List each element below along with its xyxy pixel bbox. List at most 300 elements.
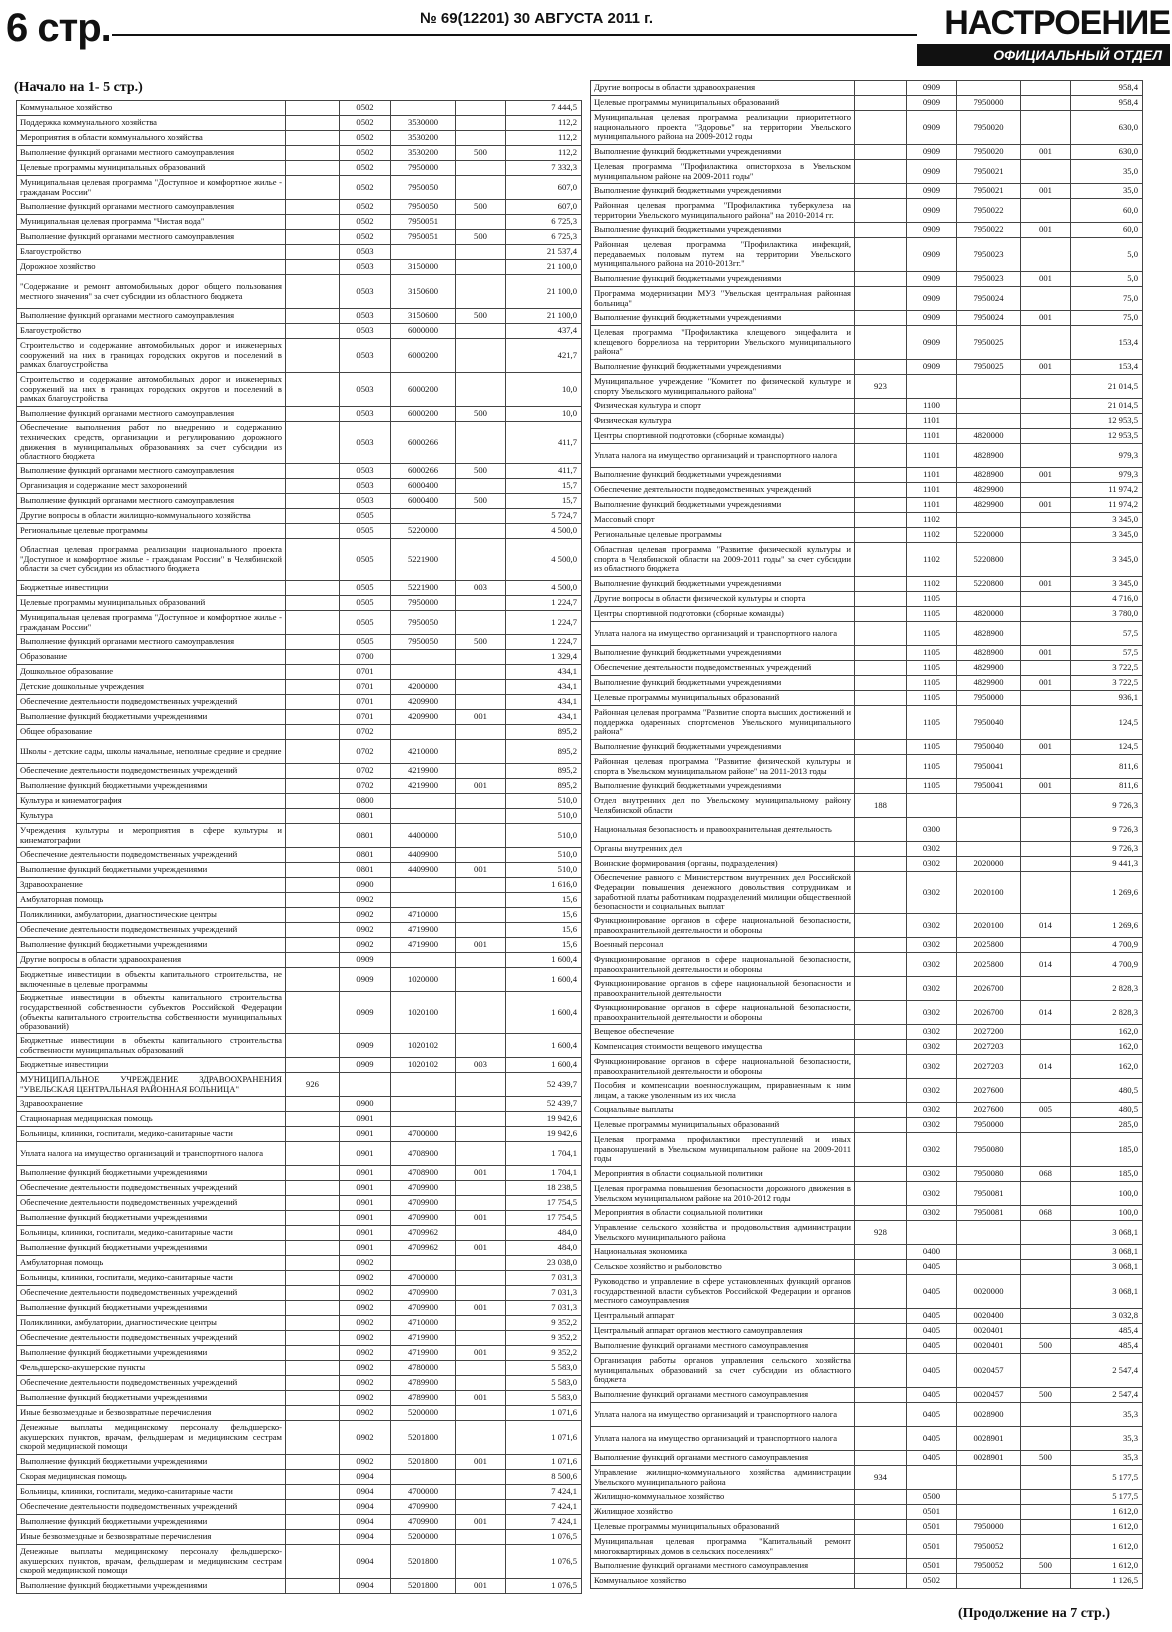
row-amount: 1 126,5 — [1071, 1574, 1143, 1589]
row-article-code: 7950024 — [957, 311, 1021, 326]
table-body — [17, 101, 582, 1594]
row-name: Другие вопросы в области здравоохранения — [591, 81, 855, 96]
row-expense-type: 500 — [456, 146, 506, 161]
table-row — [591, 1354, 1143, 1388]
row-name: Выполнение функций органами местного самоуправления — [591, 1559, 855, 1574]
row-article-code: 4409900 — [391, 863, 456, 878]
row-section-code: 0302 — [907, 842, 957, 857]
row-article-code — [957, 842, 1021, 857]
row-amount: 35,3 — [1071, 1427, 1143, 1451]
row-article-code: 4219900 — [391, 764, 456, 779]
row-expense-type — [456, 650, 506, 665]
row-amount: 17 754,5 — [506, 1196, 582, 1211]
table-row — [17, 1073, 582, 1097]
table-row — [17, 1301, 582, 1316]
row-name: Выполнение функций бюджетными учреждениями — [591, 184, 855, 199]
row-article-code — [957, 399, 1021, 414]
row-article-code: 5201800 — [391, 1421, 456, 1455]
row-article-code: 2020100 — [957, 872, 1021, 914]
row-article-code — [957, 1260, 1021, 1275]
row-amount: 5,0 — [1071, 272, 1143, 287]
row-expense-type — [456, 824, 506, 848]
row-admin-code — [855, 691, 907, 706]
row-admin-code — [286, 725, 340, 740]
row-name: Обеспечение деятельности подведомственных учреждений — [17, 1181, 286, 1196]
row-section-code: 0502 — [340, 230, 391, 245]
row-amount: 3 345,0 — [1071, 577, 1143, 592]
row-expense-type — [1021, 1133, 1071, 1167]
row-amount: 7 031,3 — [506, 1301, 582, 1316]
row-section-code: 0902 — [340, 1286, 391, 1301]
row-article-code: 7950023 — [957, 238, 1021, 272]
row-amount: 7 031,3 — [506, 1271, 582, 1286]
row-name: Выполнение функций органами местного самоуправления — [17, 464, 286, 479]
row-article-code — [957, 81, 1021, 96]
row-name: Больницы, клиники, госпитали, медико-санитарные части — [17, 1271, 286, 1286]
row-section-code: 0405 — [907, 1388, 957, 1403]
row-name: Функционирование органов в сфере национальной безопасности и правоохранительной деятельности — [591, 977, 855, 1001]
row-amount: 10,0 — [506, 373, 582, 407]
row-expense-type — [1021, 1490, 1071, 1505]
row-section-code: 0902 — [340, 1331, 391, 1346]
row-section-code: 0502 — [340, 146, 391, 161]
row-name: Бюджетные инвестиции в объекты капитального строительства государственной собственности субъектов Российской Федерации (объекты капитального строительства собственности муниципальных образований) — [17, 992, 286, 1034]
row-article-code: 0020400 — [957, 1309, 1021, 1324]
row-name: Целевые программы муниципальных образований — [591, 96, 855, 111]
row-section-code: 0901 — [340, 1181, 391, 1196]
row-amount: 510,0 — [506, 794, 582, 809]
row-admin-code — [286, 1530, 340, 1545]
row-expense-type — [1021, 399, 1071, 414]
row-article-code: 4828900 — [957, 622, 1021, 646]
row-amount: 1 612,0 — [1071, 1520, 1143, 1535]
row-admin-code — [286, 1058, 340, 1073]
row-name: Здравоохранение — [17, 878, 286, 893]
row-section-code: 0902 — [340, 1421, 391, 1455]
row-section-code: 0302 — [907, 1133, 957, 1167]
row-name: Выполнение функций органами местного самоуправления — [17, 230, 286, 245]
row-expense-type — [456, 1406, 506, 1421]
row-expense-type — [1021, 1427, 1071, 1451]
row-name: Выполнение функций бюджетными учреждениями — [591, 311, 855, 326]
row-article-code: 7950050 — [391, 176, 456, 200]
row-name: Сельское хозяйство и рыболовство — [591, 1260, 855, 1275]
table-row — [591, 375, 1143, 399]
table-row — [591, 1324, 1143, 1339]
row-section-code: 0909 — [340, 968, 391, 992]
row-amount: 1 269,6 — [1071, 872, 1143, 914]
row-name: Областная целевая программа "Развитие физической культуры и спорта в Челябинской области на 2009-2011 годы" за счет субсидии из областного бюджета — [591, 543, 855, 577]
row-admin-code — [855, 1339, 907, 1354]
row-name: Другие вопросы в области физической культуры и спорта — [591, 592, 855, 607]
table-row — [591, 311, 1143, 326]
newspaper-header — [0, 0, 1172, 80]
row-name: Центры спортивной подготовки (сборные команды) — [591, 607, 855, 622]
row-section-code: 0904 — [340, 1470, 391, 1485]
row-admin-code — [855, 1559, 907, 1574]
row-name: Выполнение функций органами местного самоуправления — [591, 1451, 855, 1466]
row-expense-type: 001 — [1021, 779, 1071, 794]
row-amount: 1 329,4 — [506, 650, 582, 665]
row-article-code: 4780000 — [391, 1361, 456, 1376]
row-article-code: 5220800 — [957, 543, 1021, 577]
row-section-code: 0700 — [340, 650, 391, 665]
row-amount: 5 583,0 — [506, 1361, 582, 1376]
row-admin-code — [855, 1354, 907, 1388]
row-article-code: 6000200 — [391, 407, 456, 422]
table-row — [17, 230, 582, 245]
row-section-code: 0503 — [340, 245, 391, 260]
row-amount: 3 068,1 — [1071, 1245, 1143, 1260]
row-amount: 4 500,0 — [506, 581, 582, 596]
row-amount: 979,3 — [1071, 468, 1143, 483]
row-article-code: 7950000 — [957, 1118, 1021, 1133]
row-section-code: 0909 — [907, 96, 957, 111]
row-admin-code — [855, 706, 907, 740]
table-row — [591, 1245, 1143, 1260]
row-section-code: 0302 — [907, 1040, 957, 1055]
row-name: Благоустройство — [17, 245, 286, 260]
table-row — [17, 1530, 582, 1545]
row-expense-type — [456, 339, 506, 373]
row-section-code: 0400 — [907, 1245, 957, 1260]
row-section-code: 1102 — [907, 513, 957, 528]
row-article-code: 7950025 — [957, 326, 1021, 360]
row-article-code: 7950050 — [391, 611, 456, 635]
row-name: Руководство и управление в сфере установленных функций органов государственной власти субъектов Российской Федерации и органов местного самоуправления — [591, 1275, 855, 1309]
row-expense-type: 001 — [1021, 646, 1071, 661]
table-row — [17, 1455, 582, 1470]
table-row — [591, 1309, 1143, 1324]
row-admin-code — [286, 1316, 340, 1331]
row-expense-type — [456, 539, 506, 581]
row-expense-type — [1021, 691, 1071, 706]
row-section-code: 0902 — [340, 1455, 391, 1470]
row-name: Коммунальное хозяйство — [17, 101, 286, 116]
row-article-code — [957, 794, 1021, 818]
row-section-code: 1105 — [907, 706, 957, 740]
row-admin-code — [855, 914, 907, 938]
row-section-code: 0909 — [907, 238, 957, 272]
row-name: Выполнение функций бюджетными учреждениями — [17, 938, 286, 953]
row-section-code: 1100 — [907, 399, 957, 414]
row-name: Выполнение функций бюджетными учреждениями — [17, 863, 286, 878]
table-row — [591, 429, 1143, 444]
row-article-code: 7950050 — [391, 635, 456, 650]
row-name: Муниципальная целевая программа "Чистая вода" — [17, 215, 286, 230]
row-article-code: 4709900 — [391, 1196, 456, 1211]
row-name: Функционирование органов в сфере национальной безопасности, правоохранительной деятельности и обороны — [591, 1055, 855, 1079]
row-section-code: 0901 — [340, 1112, 391, 1127]
table-row — [591, 483, 1143, 498]
table-row — [591, 842, 1143, 857]
row-amount: 285,0 — [1071, 1118, 1143, 1133]
row-admin-code — [286, 1142, 340, 1166]
table-row — [17, 1271, 582, 1286]
row-amount: 434,1 — [506, 695, 582, 710]
row-admin-code — [286, 1346, 340, 1361]
table-row — [591, 513, 1143, 528]
row-admin-code — [286, 611, 340, 635]
row-name: Обеспечение деятельности подведомственных учреждений — [17, 1286, 286, 1301]
row-article-code: 1020102 — [391, 1058, 456, 1073]
row-amount: 895,2 — [506, 764, 582, 779]
row-amount: 35,0 — [1071, 160, 1143, 184]
table-row — [591, 1388, 1143, 1403]
table-row — [591, 326, 1143, 360]
budget-table-right — [590, 80, 1142, 1589]
table-row — [17, 764, 582, 779]
row-section-code: 0702 — [340, 725, 391, 740]
row-amount: 75,0 — [1071, 287, 1143, 311]
row-amount: 1 600,4 — [506, 1034, 582, 1058]
row-amount: 9 352,2 — [506, 1346, 582, 1361]
row-article-code: 7950020 — [957, 111, 1021, 145]
row-expense-type: 001 — [456, 1579, 506, 1594]
row-section-code: 0502 — [340, 131, 391, 146]
row-expense-type — [1021, 1466, 1071, 1490]
row-section-code: 0902 — [340, 1346, 391, 1361]
table-row — [591, 938, 1143, 953]
row-admin-code — [855, 1388, 907, 1403]
row-section-code: 0904 — [340, 1500, 391, 1515]
row-amount: 11 974,2 — [1071, 498, 1143, 513]
row-admin-code — [286, 494, 340, 509]
row-article-code: 2020100 — [957, 914, 1021, 938]
row-amount: 3 068,1 — [1071, 1260, 1143, 1275]
row-amount: 2 828,3 — [1071, 1001, 1143, 1025]
table-row — [17, 1127, 582, 1142]
row-admin-code — [286, 116, 340, 131]
row-section-code: 0901 — [340, 1142, 391, 1166]
row-amount: 52 439,7 — [506, 1097, 582, 1112]
row-name: Компенсация стоимости вещевого имущества — [591, 1040, 855, 1055]
row-expense-type — [456, 1034, 506, 1058]
row-amount: 124,5 — [1071, 706, 1143, 740]
row-expense-type — [456, 848, 506, 863]
row-article-code: 4209900 — [391, 710, 456, 725]
row-expense-type — [456, 923, 506, 938]
row-expense-type: 003 — [456, 1058, 506, 1073]
table-row — [591, 1559, 1143, 1574]
row-article-code: 7950000 — [391, 161, 456, 176]
row-section-code: 0405 — [907, 1275, 957, 1309]
row-name: Учреждения культуры и мероприятия в сфере культуры и кинематографии — [17, 824, 286, 848]
table-row — [591, 914, 1143, 938]
row-name: Больницы, клиники, госпитали, медико-санитарные части — [17, 1226, 286, 1241]
row-name: Обеспечение равного с Министерством внутренних дел Российской Федерации повышения денежного довольствия сотрудникам и заработной платы работникам подразделений милиции общественной безопасности и социальных выплат — [591, 872, 855, 914]
table-row — [17, 1376, 582, 1391]
row-section-code: 0302 — [907, 1167, 957, 1182]
row-admin-code — [286, 260, 340, 275]
row-name: Дошкольное образование — [17, 665, 286, 680]
table-row — [591, 691, 1143, 706]
row-admin-code — [286, 422, 340, 464]
row-expense-type: 001 — [456, 1346, 506, 1361]
row-article-code: 4709900 — [391, 1286, 456, 1301]
row-amount: 1 076,5 — [506, 1545, 582, 1579]
row-section-code: 0503 — [340, 422, 391, 464]
row-expense-type — [456, 1196, 506, 1211]
row-article-code: 7950050 — [391, 200, 456, 215]
row-article-code: 4708900 — [391, 1142, 456, 1166]
row-admin-code — [286, 596, 340, 611]
row-article-code — [391, 1073, 456, 1097]
row-name: Общее образование — [17, 725, 286, 740]
row-admin-code — [286, 1361, 340, 1376]
row-expense-type — [456, 878, 506, 893]
row-expense-type: 001 — [456, 1391, 506, 1406]
row-article-code: 2020000 — [957, 857, 1021, 872]
row-article-code: 1020100 — [391, 992, 456, 1034]
header-rule — [112, 34, 917, 36]
row-admin-code — [855, 1040, 907, 1055]
row-article-code: 5200000 — [391, 1530, 456, 1545]
row-name: Выполнение функций органами местного самоуправления — [591, 1339, 855, 1354]
budget-table-left — [16, 100, 581, 1594]
row-amount: 162,0 — [1071, 1040, 1143, 1055]
row-admin-code — [286, 464, 340, 479]
row-expense-type — [456, 893, 506, 908]
table-row — [17, 524, 582, 539]
row-section-code: 0909 — [907, 272, 957, 287]
row-section-code: 0701 — [340, 710, 391, 725]
row-section-code: 0302 — [907, 1182, 957, 1206]
row-name: Выполнение функций органами местного самоуправления — [17, 407, 286, 422]
row-section-code: 0801 — [340, 809, 391, 824]
row-section-code: 0902 — [340, 923, 391, 938]
row-name: Обеспечение деятельности подведомственных учреждений — [17, 695, 286, 710]
row-expense-type — [1021, 111, 1071, 145]
row-admin-code — [286, 1256, 340, 1271]
row-name: Скорая медицинская помощь — [17, 1470, 286, 1485]
row-admin-code — [855, 607, 907, 622]
row-section-code: 0904 — [340, 1545, 391, 1579]
row-article-code — [957, 375, 1021, 399]
table-row — [17, 339, 582, 373]
row-expense-type — [1021, 513, 1071, 528]
row-amount: 9 726,3 — [1071, 794, 1143, 818]
row-section-code: 1102 — [907, 528, 957, 543]
row-amount: 5 724,7 — [506, 509, 582, 524]
table-row — [591, 111, 1143, 145]
row-amount: 607,0 — [506, 200, 582, 215]
table-row — [17, 479, 582, 494]
row-amount: 6 725,3 — [506, 230, 582, 245]
row-section-code: 1105 — [907, 607, 957, 622]
table-row — [591, 953, 1143, 977]
row-expense-type: 001 — [1021, 676, 1071, 691]
row-admin-code — [286, 1376, 340, 1391]
row-article-code: 4709962 — [391, 1226, 456, 1241]
table-row — [17, 1391, 582, 1406]
row-section-code: 0902 — [340, 938, 391, 953]
row-name: Уплата налога на имущество организаций и транспортного налога — [591, 622, 855, 646]
row-section-code: 0904 — [340, 1579, 391, 1594]
row-article-code: 7950041 — [957, 779, 1021, 794]
table-row — [591, 1505, 1143, 1520]
row-expense-type — [456, 524, 506, 539]
row-admin-code — [855, 498, 907, 513]
table-row — [591, 272, 1143, 287]
table-row — [591, 223, 1143, 238]
row-section-code: 0801 — [340, 848, 391, 863]
row-article-code: 2025800 — [957, 953, 1021, 977]
row-expense-type — [1021, 1520, 1071, 1535]
row-admin-code — [855, 483, 907, 498]
row-admin-code — [286, 665, 340, 680]
row-admin-code — [855, 1260, 907, 1275]
table-row — [17, 1515, 582, 1530]
row-article-code — [391, 665, 456, 680]
row-amount: 7 424,1 — [506, 1485, 582, 1500]
row-name: Выполнение функций органами местного самоуправления — [17, 200, 286, 215]
row-name: Выполнение функций бюджетными учреждениями — [591, 360, 855, 375]
table-row — [591, 1025, 1143, 1040]
row-section-code: 0801 — [340, 863, 391, 878]
row-expense-type — [1021, 238, 1071, 272]
table-row — [591, 779, 1143, 794]
table-row — [17, 1181, 582, 1196]
table-row — [591, 646, 1143, 661]
row-expense-type — [456, 1530, 506, 1545]
row-article-code: 2027203 — [957, 1040, 1021, 1055]
row-admin-code — [855, 184, 907, 199]
row-amount: 1 224,7 — [506, 635, 582, 650]
row-article-code — [957, 818, 1021, 842]
row-section-code: 0302 — [907, 1025, 957, 1040]
row-section-code: 0302 — [907, 1055, 957, 1079]
row-article-code: 4400000 — [391, 824, 456, 848]
row-expense-type — [456, 1500, 506, 1515]
row-expense-type: 001 — [1021, 577, 1071, 592]
row-article-code: 3530000 — [391, 116, 456, 131]
row-article-code: 7950051 — [391, 230, 456, 245]
row-expense-type — [456, 953, 506, 968]
row-amount: 11 974,2 — [1071, 483, 1143, 498]
row-section-code: 0302 — [907, 1001, 957, 1025]
row-expense-type — [456, 740, 506, 764]
row-amount: 936,1 — [1071, 691, 1143, 706]
row-section-code: 0502 — [340, 101, 391, 116]
row-section-code: 0909 — [340, 1058, 391, 1073]
row-expense-type — [456, 680, 506, 695]
row-section-code — [907, 1221, 957, 1245]
row-amount: 811,6 — [1071, 755, 1143, 779]
row-expense-type — [456, 1127, 506, 1142]
table-row — [591, 96, 1143, 111]
row-admin-code — [855, 1118, 907, 1133]
row-article-code: 4828900 — [957, 444, 1021, 468]
row-article-code — [391, 1256, 456, 1271]
row-amount: 57,5 — [1071, 622, 1143, 646]
row-amount: 18 238,5 — [506, 1181, 582, 1196]
row-admin-code — [855, 543, 907, 577]
table-row — [591, 755, 1143, 779]
row-admin-code — [286, 131, 340, 146]
row-admin-code — [855, 399, 907, 414]
row-amount: 15,6 — [506, 893, 582, 908]
row-article-code — [391, 878, 456, 893]
row-name: Обеспечение деятельности подведомственных учреждений — [17, 1196, 286, 1211]
row-name: Строительство и содержание автомобильных дорог и инженерных сооружений на них в границах городских округов и поселений в рамках благоустройства — [17, 339, 286, 373]
row-amount: 484,0 — [506, 1241, 582, 1256]
row-admin-code — [855, 1535, 907, 1559]
row-admin-code — [286, 509, 340, 524]
row-admin-code — [855, 1133, 907, 1167]
table-row — [591, 1427, 1143, 1451]
row-expense-type — [1021, 938, 1071, 953]
